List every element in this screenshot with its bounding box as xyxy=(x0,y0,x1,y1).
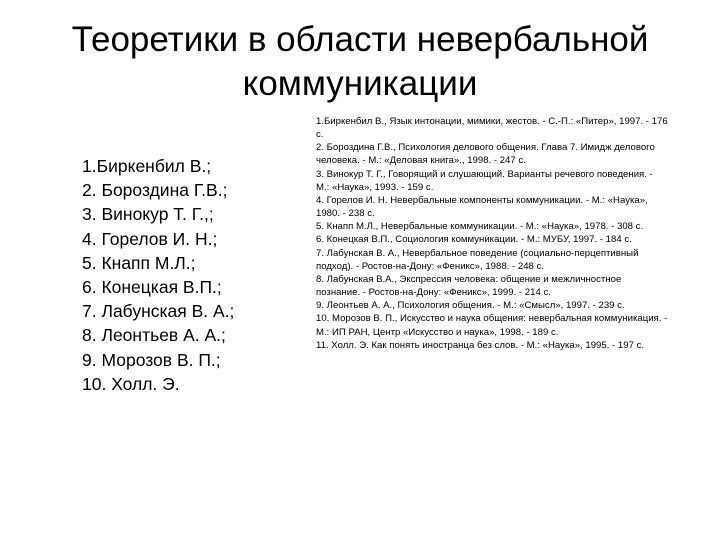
reference-item: 5. Кнапп М.Л., Невербальные коммуникации. - М.: «Наука», 1978. - 308 с. xyxy=(316,221,644,233)
theorist-item: 6. Конецкая В.П.; xyxy=(82,277,222,298)
theorists-list xyxy=(82,154,302,396)
slide-title-line-2: коммуникации xyxy=(242,64,478,103)
reference-item: 10. Морозов В. П., Искусство и наука общения: невербальная коммуникация. - М.: ИП РАН, Центр «Искусство и наука», 1998. - 189 с. xyxy=(316,313,668,338)
reference-item: 2. Бороздина Г.В., Психология делового общения. Глава 7. Имидж делового человека. - М.: «Деловая книга»., 1998. - 247 с. xyxy=(316,142,655,167)
slide-title-line-1: Теоретики в области невербальной xyxy=(71,20,649,59)
references-list xyxy=(316,115,668,352)
reference-item: 1.Биркенбил В., Язык интонации, мимики, жестов. - С.-П.: «Питер», 1997. - 176 с. xyxy=(316,116,668,141)
theorist-item: 9. Морозов В. П.; xyxy=(82,349,221,370)
theorist-item: 8. Леонтьев А. А.; xyxy=(82,325,226,346)
reference-item: 8. Лабунская В.А., Экспрессия человека: общение и межличностное познание. - Ростов-на-Дону: «Феникс», 1999. - 214 с. xyxy=(316,273,622,299)
reference-item: 7. Лабунская В. А., Невербальное поведение (социально-перцептивный подход). - Ростов-на-Дону: «Феникс», 1988. - 248 с. xyxy=(316,247,639,272)
theorist-item: 7. Лабунская В. А.; xyxy=(82,301,235,322)
reference-item: 3. Винокур Т. Г., Говорящий и слушающий. Варианты речевого поведения. - М.: «Наука», 1993. - 159 с. xyxy=(316,168,653,193)
reference-item: 4. Горелов И. Н. Невербальные компоненты коммуникации. - М.: «Наука», 1980. - 238 с. xyxy=(316,194,648,220)
theorist-item: 5. Кнапп М.Л.; xyxy=(82,252,196,273)
theorist-item: 3. Винокур Т. Г.,; xyxy=(82,204,214,225)
theorist-item: 10. Холл. Э. xyxy=(82,373,180,394)
reference-item: 11. Холл. Э. Как понять иностранца без слов. - М.: «Наука», 1995. - 197 с. xyxy=(316,339,645,351)
reference-item: 6. Конецкая В.П., Социология коммуникации. - М.: МУБУ, 1997. - 184 с. xyxy=(316,234,632,246)
theorist-item: 4. Горелов И. Н.; xyxy=(82,228,218,249)
slide-title xyxy=(40,18,680,106)
reference-item: 9. Леонтьев А. А., Психология общения. - М.: «Смысл», 1997. - 239 с. xyxy=(316,300,625,312)
theorist-item: 1.Биркенбил В.; xyxy=(82,156,212,176)
theorist-item: 2. Бороздина Г.В.; xyxy=(82,180,228,201)
